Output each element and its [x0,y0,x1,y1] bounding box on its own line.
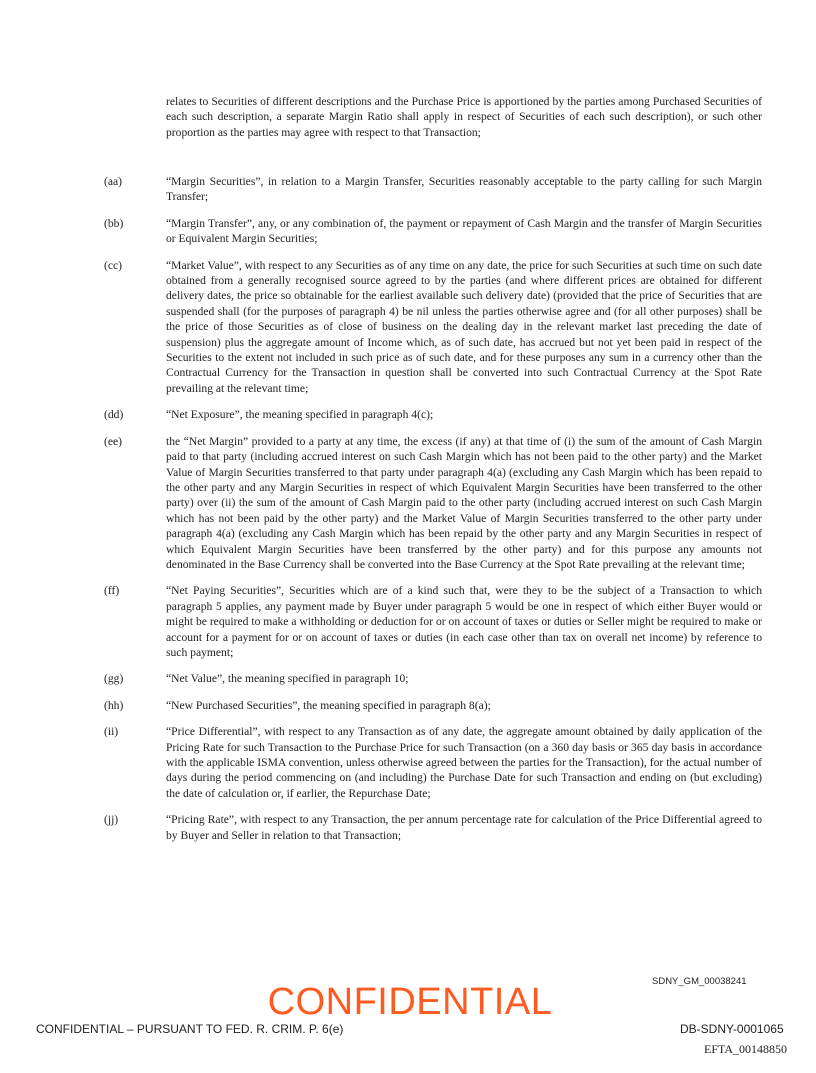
definition-text: “Margin Transfer”, any, or any combination of, the payment or repayment of Cash Margin and the transfer of Margin Securities or Equivalent Margin Securities; [166,216,762,246]
definition-text: “Net Exposure”, the meaning specified in paragraph 4(c); [166,408,434,422]
definition-text: the “Net Margin” provided to a party at any time, the excess (if any) at that time of (i) the sum of the amount of Cash Margin paid to that party (including accrued interest on such Cash Margin which has not been paid to the other party) and the Market Value of Margin Securities transferred to that party under paragraph 4(a) (excluding any Cash Margin which has been repaid to the other party and any Margin Securities in respect of which Equivalent Margin Securities have been transferred to the other party) over (ii) the sum of the amount of Cash Margin paid to the other party (including accrued interest on such Cash Margin which has not been paid by the other party) and the Market Value of Margin Securities transferred to the other party under paragraph 4(a) (excluding any Cash Margin which has been repaid by the other party and any Margin Securities in respect of which Equivalent Margin Securities have been transferred by the other party) and for this purpose any amounts not denominated in the Base Currency shall be converted into the Base Currency at the Spot Rate prevailing at the relevant time; [166,434,762,571]
definitions-list [104,174,762,854]
definition-text: “New Purchased Securities”, the meaning specified in paragraph 8(a); [166,698,491,712]
definition-text: “Net Value”, the meaning specified in paragraph 10; [166,672,409,686]
bates-number: SDNY_GM_00038241 [652,976,747,987]
definition-item [104,434,762,573]
definition-item [104,812,762,843]
definition-text: “Price Differential”, with respect to any Transaction as of any date, the aggregate amount obtained by daily application of the Pricing Rate for such Transaction to the Purchase Price for such Transaction (on a 360 day basis or 365 day basis in accordance with the applicable ISMA convention, unless otherwise agreed between the parties for the Transaction), for the actual number of days during the period commencing on (and including) the Purchase Date for such Transaction and ending on (but excluding) the date of calculation or, if earlier, the Repurchase Date; [166,725,762,800]
definition-label: (hh) [104,698,124,712]
definition-item [104,174,762,205]
definition-item [104,216,762,247]
definition-label: (ff) [104,584,120,598]
definition-item [104,407,762,422]
definition-label: (dd) [104,408,124,422]
definition-label: (gg) [104,672,124,686]
definition-label: (ii) [104,725,119,739]
definition-label: (jj) [104,813,119,827]
definition-label: (bb) [104,216,124,230]
efta-number: EFTA_00148850 [704,1042,788,1056]
definition-text: “Net Paying Securities”, Securities which are of a kind such that, were they to be the subject of a Transaction to which paragraph 5 applies, any payment made by Buyer under paragraph 5 would be one in respect of which either Buyer would or might be required to make a withholding or deduction for or on account of taxes or duties or Seller might be required to make or account for a payment for or on account of taxes or duties (in each case other than tax on overall net income) by reference to such payment; [166,584,762,659]
definition-item [104,724,762,801]
definition-text: “Pricing Rate”, with respect to any Transaction, the per annum percentage rate for calculation of the Price Differential agreed to by Buyer and Seller in relation to that Transaction; [166,813,762,842]
definition-label: (ee) [104,434,123,448]
definition-text: “Market Value”, with respect to any Securities as of any time on any date, the price for such Securities at such time on such date obtained from a generally recognised source agreed to by the parties (and where different prices are obtained for different delivery dates, the price so obtainable for the earliest available such delivery date) (provided that the price of Securities that are suspended shall (for the purposes of paragraph 4) be nil unless the parties otherwise agree and (for all other purposes) shall be the price of those Securities as of close of business on the dealing day in the relevant market last preceding the date of suspension) plus the aggregate amount of Income which, as of such date, has accrued but not yet been paid in respect of the Securities to the extent not included in such price as of such date, and for these purposes any sum in a currency other than the Contractual Currency for the Transaction in question shall be converted into such Contractual Currency at the Spot Rate prevailing at the relevant time; [166,258,762,395]
confidential-stamp: CONFIDENTIAL [267,981,553,1023]
footer-document-id: DB-SDNY-0001065 [680,1022,784,1036]
definition-label: (cc) [104,258,123,272]
definition-text: “Margin Securities”, in relation to a Margin Transfer, Securities reasonably acceptable to the party calling for such Margin Transfer; [166,175,762,204]
continuation-paragraph: relates to Securities of different descriptions and the Purchase Price is apportioned by the parties among Purchased Securities of each such description, a separate Margin Ratio shall apply in respect of Securities of each such description), or such other proportion as the parties may agree with respect to that Transaction; [166,95,762,139]
definition-item [104,671,762,686]
definition-item [104,698,762,713]
definition-item [104,258,762,397]
definition-item [104,583,762,660]
definition-label: (aa) [104,175,123,188]
footer-confidential-notice: CONFIDENTIAL – PURSUANT TO FED. R. CRIM. P. 6(e) [36,1022,344,1036]
